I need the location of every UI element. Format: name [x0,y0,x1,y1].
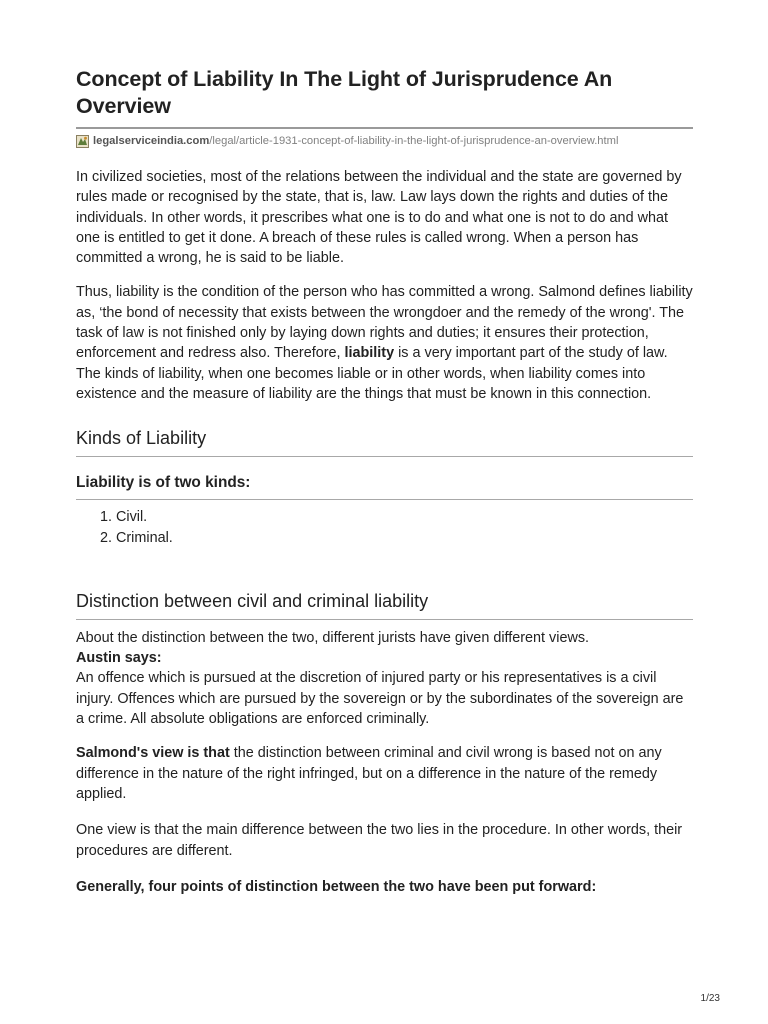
austin-label: Austin says: [76,650,162,667]
four-points-heading: Generally, four points of distinction between the two have been put forward: [76,878,597,895]
article-title: Concept of Liability In The Light of Jurisprudence An Overview [76,67,613,118]
page-number: 1/23 [700,993,720,1004]
bold-term-liability: liability [344,345,395,362]
procedure-paragraph: One view is that the main difference between the two lies in the procedure. In other words, their procedures are different. [76,822,683,859]
paragraph-text: About the distinction between the two, different jurists have given different views. [76,629,590,646]
salmond-paragraph [76,743,693,804]
distinction-heading: Distinction between civil and criminal liability [76,590,429,611]
subsection-divider [76,499,693,500]
intro-paragraph: In civilized societies, most of the relations between the individual and the state are governed by rules made or recognised by the state, that is, law. Law lays down the rights and duties of the individuals. In other words, it prescribes what one is to do and what one is not to do and what one is entitled to get it done. A breach of these rules is called wrong. When a person has committed a wrong, he is said to be liable. [76,169,682,267]
austin-text: An offence which is pursued at the discretion of injured party or his representatives is a civil injury. Offences which are pursued by the sovereign or by the subordinates of the sovereign are a crime. All absolute obligations are enforced criminally. [76,670,684,728]
list-item: 2. Criminal. [116,528,693,548]
paragraph-text: the distinction between criminal and civil wrong is based not on any difference in the nature of the right infringed, but on a difference in the nature of the remedy applied. [76,745,662,802]
title-divider [76,127,693,129]
source-domain[interactable]: legalserviceindia.com [93,135,210,147]
liability-kinds-list [76,507,693,548]
list-item: 1. Civil. [116,507,693,527]
kinds-subheading: Liability is of two kinds: [76,474,251,492]
salmond-bold-lead: Salmond's view is that [76,745,230,762]
section-divider [76,456,693,457]
site-favicon-icon [76,135,89,148]
document-page [76,0,693,897]
paragraph-text: Thus, liability is the condition of the person who has committed a wrong. Salmond defines liability as, ‘the bond of necessity that exists between the wrongdoer and the remedy of the wrong'. The task of law is not finished only by laying down rights and duties; it ensures their protection, enforcement and redress also. Therefore, [76,284,693,362]
section-divider [76,619,693,620]
source-url[interactable] [76,133,693,149]
distinction-paragraph [76,628,693,729]
liability-definition-paragraph [76,282,693,404]
paragraph-text: is a very important part of the study of law. The kinds of liability, when one becomes liable or in other words, when liability comes into existence and the measure of liability are the things that must be known in this connection. [76,345,668,402]
kinds-heading: Kinds of Liability [76,428,207,449]
source-path[interactable]: /legal/article-1931-concept-of-liability-in-the-light-of-jurisprudence-an-overview.html [209,135,619,147]
